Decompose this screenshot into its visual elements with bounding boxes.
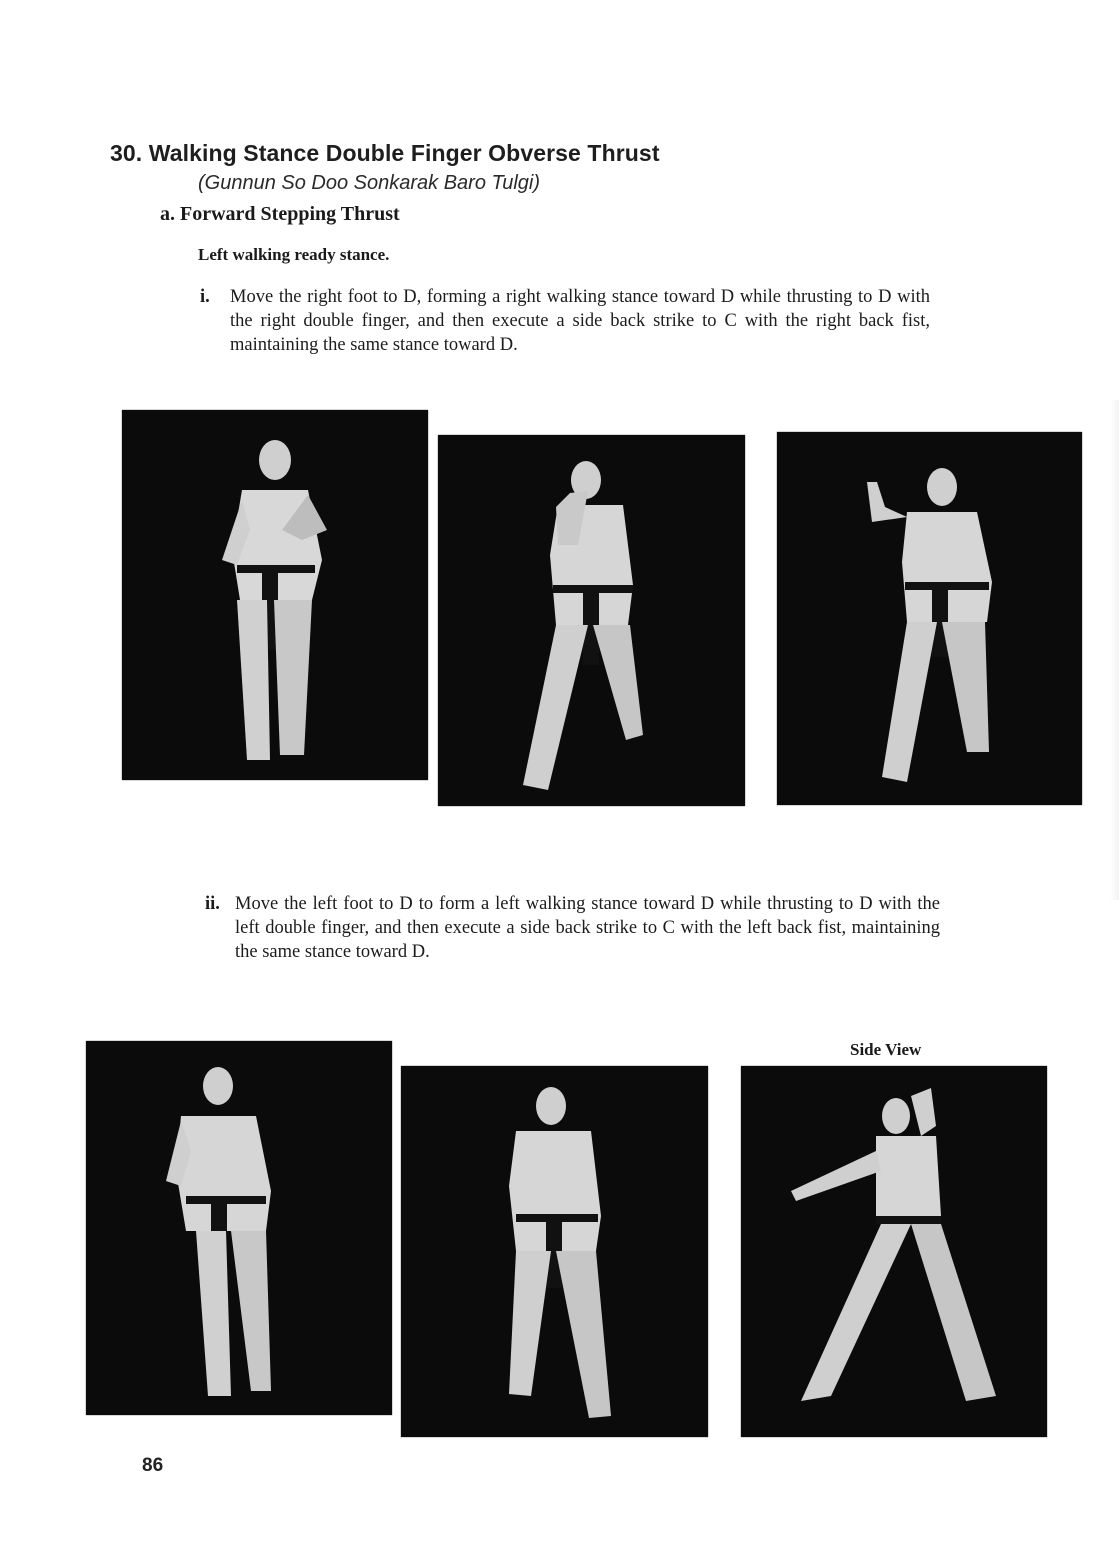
step-text: Move the right foot to D, forming a right walking stance toward D while thrusting to D with the right double finger, and then execute a side back strike to C with the right back fist, maintaining the same stance toward D. <box>230 287 930 355</box>
page-number: 86 <box>142 1455 164 1476</box>
photo-step-i-1 <box>122 410 428 780</box>
step-marker: ii. <box>205 894 220 914</box>
karate-figure-image <box>777 432 1082 805</box>
page-edge-shadow <box>1110 400 1119 900</box>
photo-step-i-2 <box>438 435 745 806</box>
korean-term-subtitle: (Gunnun So Doo Sonkarak Baro Tulgi) <box>198 172 541 194</box>
step-marker: i. <box>200 287 210 307</box>
photo-step-ii-2 <box>401 1066 708 1437</box>
step-text: Move the left foot to D to form a left walking stance toward D while thrusting to D with the left double finger, and then execute a side back strike to C with the left back fist, maintaining the same stance toward D. <box>235 894 940 962</box>
karate-figure-image <box>741 1066 1047 1437</box>
ready-stance-label: Left walking ready stance. <box>198 245 390 264</box>
karate-figure-image <box>438 435 745 806</box>
photo-step-i-3 <box>777 432 1082 805</box>
photo-step-ii-1 <box>86 1041 392 1415</box>
karate-figure-image <box>86 1041 392 1415</box>
instruction-step-i <box>200 285 930 357</box>
karate-figure-image <box>122 410 428 780</box>
section-title: 30. Walking Stance Double Finger Obverse Thrust <box>110 140 660 166</box>
side-view-caption: Side View <box>850 1040 922 1059</box>
subsection-heading: a. Forward Stepping Thrust <box>160 203 400 225</box>
karate-figure-image <box>401 1066 708 1437</box>
instruction-step-ii <box>205 892 940 964</box>
photo-step-ii-3-side-view <box>741 1066 1047 1437</box>
